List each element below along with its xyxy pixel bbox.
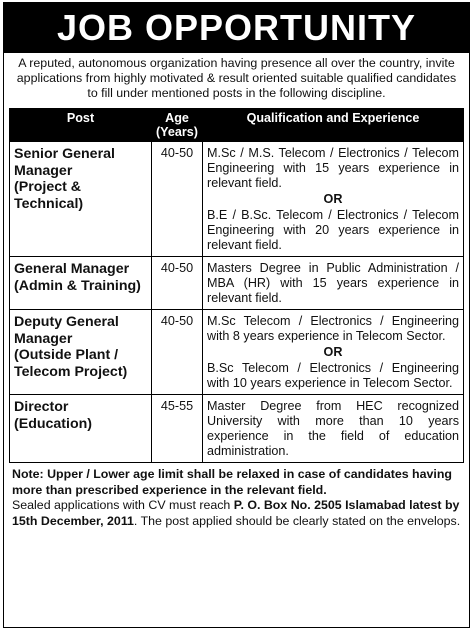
- note-text: Note: Upper / Lower age limit shall be relaxed in case of candidates having more than prescribed experience in the relevant field.: [12, 467, 452, 497]
- post-line: (Outside Plant /: [14, 347, 119, 363]
- post-line: General Manager: [14, 261, 130, 277]
- post-line: Manager: [14, 162, 73, 179]
- table-row: [10, 257, 464, 310]
- table-header-row: [10, 109, 464, 142]
- header-qualification: Qualification and Experience: [203, 109, 464, 142]
- qualification-text: M.Sc Telecom / Electronics / Engineering with 8 years experience in Telecom Sector.: [207, 314, 459, 343]
- post-line: (Education): [14, 415, 93, 432]
- table-row: [10, 395, 464, 463]
- post-line: Manager: [14, 330, 73, 347]
- or-separator: OR: [323, 192, 343, 206]
- post-line: (Admin & Training): [14, 277, 141, 294]
- footer-notes: [4, 463, 469, 529]
- intro-paragraph: A reputed, autonomous organization having presence all over the country, invite applications from highly motivated & result oriented suitable qualified candidates to fill under mentioned posts in the following discipline.: [16, 56, 457, 100]
- header-age-line1: Age: [165, 111, 189, 125]
- age-cell: 40-50: [152, 310, 203, 395]
- qualification-text: Masters Degree in Public Administration / MBA (HR) with 15 years experience in relevant field.: [207, 261, 459, 305]
- qualification-text: M.Sc / M.S. Telecom / Electronics / Telecom Engineering with 15 years experience in relevant field.: [207, 146, 459, 190]
- age-cell: 40-50: [152, 142, 203, 257]
- qualification-text: Master Degree from HEC recognized University with more than 10 years experience in the field of education administration.: [207, 399, 459, 458]
- qualification-cell: [203, 257, 464, 310]
- application-instructions: [12, 498, 463, 529]
- qualification-text: B.E / B.Sc. Telecom / Electronics / Telecom Engineering with 20 years experience in relevant field.: [207, 208, 459, 252]
- age-relaxation-note: [12, 467, 463, 498]
- post-cell: [10, 395, 152, 463]
- header-age-line2: (Years): [155, 125, 198, 139]
- qualification-text: B.Sc Telecom / Electronics / Engineering with 10 years experience in Telecom Sector.: [207, 361, 459, 390]
- header-age: [152, 109, 203, 142]
- table-row: [10, 142, 464, 257]
- or-separator: OR: [323, 345, 343, 359]
- post-cell: [10, 142, 152, 257]
- post-line: Senior General: [14, 146, 115, 162]
- table-row: [10, 310, 464, 395]
- post-line: (Project &: [14, 179, 82, 195]
- qualification-cell: [203, 395, 464, 463]
- age-cell: 45-55: [152, 395, 203, 463]
- post-line: Telecom Project): [14, 363, 128, 380]
- instructions-text: Sealed applications with CV must reach: [12, 498, 234, 512]
- job-advertisement: [3, 2, 470, 628]
- post-line: Director: [14, 399, 69, 415]
- post-line: Deputy General: [14, 314, 119, 330]
- post-cell: [10, 257, 152, 310]
- address-deadline-text: P. O. Box No. 2505 Islamabad latest by 15th December, 2011: [12, 498, 460, 528]
- ad-title: JOB OPPORTUNITY: [4, 3, 469, 53]
- post-cell: [10, 310, 152, 395]
- instructions-text-end: . The post applied should be clearly stated on the envelops.: [133, 513, 461, 528]
- qualification-cell: [203, 142, 464, 257]
- post-line: Technical): [14, 195, 84, 212]
- header-post: Post: [10, 109, 152, 142]
- qualification-cell: [203, 310, 464, 395]
- age-cell: 40-50: [152, 257, 203, 310]
- posts-table: [9, 108, 464, 463]
